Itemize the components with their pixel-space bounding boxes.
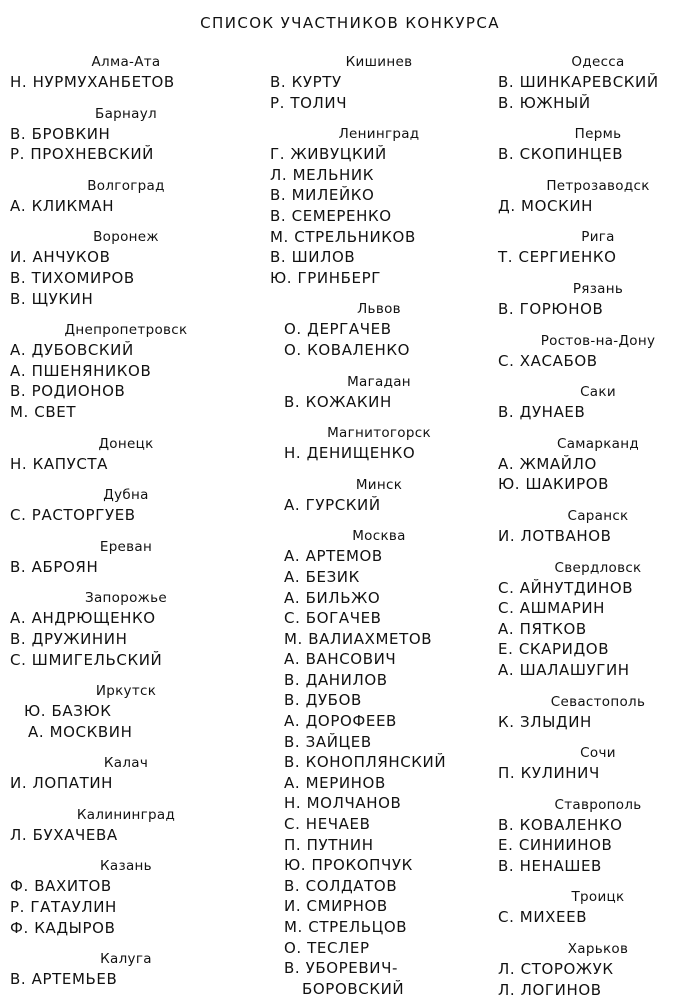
- spacer: [10, 670, 242, 681]
- spacer: [498, 113, 698, 124]
- spacer: [498, 320, 698, 331]
- city-name: Саки: [580, 384, 616, 401]
- participant-name: Н. МОЛЧАНОВ: [284, 794, 402, 813]
- participant-name: В. АБРОЯН: [10, 557, 99, 576]
- city-group: [10, 52, 242, 93]
- participant-name: А. БЕЗИК: [284, 567, 360, 586]
- spacer: [498, 784, 698, 795]
- city-name: Иркутск: [95, 683, 157, 700]
- spacer: [270, 515, 488, 526]
- city-name: Воронеж: [93, 229, 159, 246]
- participant-name: И. ЛОТВАНОВ: [498, 526, 612, 545]
- participant-name: П. КУЛИНИЧ: [498, 764, 600, 783]
- spacer: [10, 526, 242, 537]
- participant-name: С. МИХЕЕВ: [498, 908, 588, 927]
- participant-name: Е. СИНИИНОВ: [498, 836, 613, 855]
- city-name: Львов: [357, 301, 401, 318]
- city-name: Ленинград: [338, 126, 420, 143]
- city-group: [270, 526, 488, 999]
- city-group: [498, 176, 698, 217]
- participant-name: М. СВЕТ: [10, 402, 77, 421]
- city-name: Харьков: [567, 941, 629, 958]
- city-group: [270, 423, 488, 464]
- city-name: Донецк: [98, 435, 154, 452]
- city-name: Калуга: [100, 951, 152, 968]
- participant-name: В. СОЛДАТОВ: [284, 876, 398, 895]
- participant-name: Ф. ВАХИТОВ: [10, 877, 112, 896]
- participant-name: В. НЕНАШЕВ: [498, 856, 602, 875]
- city-group: [270, 52, 488, 113]
- spacer: [498, 928, 698, 939]
- city-group: [498, 434, 698, 495]
- city-name: Ростов-на-Дону: [540, 332, 656, 349]
- city-group: [270, 372, 488, 413]
- spacer: [498, 371, 698, 382]
- spacer: [498, 681, 698, 692]
- city-name: Кишинев: [345, 54, 413, 70]
- spacer: [10, 93, 242, 104]
- city-group: [498, 743, 698, 784]
- participant-name: В. КОВАЛЕНКО: [498, 815, 623, 834]
- participant-name: Р. ПРОХНЕВСКИЙ: [10, 145, 155, 164]
- participant-name: В. АРТЕМЬЕВ: [10, 970, 118, 989]
- participant-name: С. БОГАЧЕВ: [284, 609, 382, 628]
- column-2: [270, 52, 488, 999]
- city-name: Севастополь: [550, 693, 646, 710]
- city-group: [10, 320, 242, 422]
- participant-name: В. ДУНАЕВ: [498, 403, 586, 422]
- city-name: Одесса: [571, 54, 625, 70]
- spacer: [498, 495, 698, 506]
- participant-name: В. ЗАЙЦЕВ: [284, 732, 372, 751]
- spacer: [498, 268, 698, 279]
- participant-name: С. НЕЧАЕВ: [284, 815, 371, 834]
- participant-name: Ю. ГРИНБЕРГ: [270, 268, 381, 287]
- page-title: СПИСОК УЧАСТНИКОВ КОНКУРСА: [200, 14, 500, 32]
- participant-name: Н. НУРМУХАНБЕТОВ: [10, 73, 175, 91]
- city-group: [270, 124, 488, 288]
- city-name: Казань: [100, 858, 152, 875]
- city-group: [10, 588, 242, 670]
- participant-name: Р. ГАТАУЛИН: [10, 898, 117, 917]
- city-group: [498, 558, 698, 681]
- spacer: [10, 938, 242, 949]
- city-name: Рязань: [572, 280, 624, 297]
- participant-name: Ю. ШАКИРОВ: [498, 475, 610, 494]
- city-group: [10, 227, 242, 309]
- city-name: Самарканд: [556, 435, 639, 452]
- spacer: [270, 412, 488, 423]
- city-name: Алма-Ата: [91, 54, 161, 70]
- spacer: [270, 464, 488, 475]
- city-name: Запорожье: [85, 590, 167, 607]
- participant-name: А. ПЯТКОВ: [498, 619, 587, 638]
- participant-name: Р. ТОЛИЧ: [270, 93, 348, 112]
- participant-name: В. ГОРЮНОВ: [498, 299, 604, 318]
- city-group: [270, 475, 488, 516]
- participant-name: А. МОСКВИН: [28, 722, 133, 741]
- participant-name: О. ДЕРГАЧЕВ: [284, 320, 392, 339]
- spacer: [10, 309, 242, 320]
- spacer: [498, 216, 698, 227]
- participant-name: Г. ЖИВУЦКИЙ: [270, 145, 387, 164]
- city-name: Дубна: [103, 487, 149, 504]
- participant-name: В. СКОПИНЦЕВ: [498, 145, 624, 164]
- city-name: Петрозаводск: [546, 177, 650, 194]
- city-group: [498, 939, 698, 1000]
- participant-name: А. ШАЛАШУГИН: [498, 660, 630, 679]
- participant-name: П. ПУТНИН: [284, 835, 374, 854]
- participant-name: М. СТРЕЛЬЦОВ: [284, 918, 408, 936]
- city-group: [498, 331, 698, 372]
- city-group: [10, 434, 242, 475]
- city-group: [498, 227, 698, 268]
- participant-name: М. СТРЕЛЬНИКОВ: [270, 227, 416, 246]
- city-name: Калининград: [76, 806, 176, 823]
- city-name: Волгоград: [87, 177, 165, 194]
- participant-name: А. АНДРЮЩЕНКО: [10, 609, 156, 628]
- spacer: [10, 742, 242, 753]
- participant-name: В. УБОРЕВИЧ-: [284, 959, 398, 978]
- participant-name: В. ДРУЖИНИН: [10, 629, 128, 648]
- spacer: [10, 165, 242, 176]
- participant-name: С. ХАСАБОВ: [498, 351, 598, 370]
- participant-name: А. ЖМАЙЛО: [498, 454, 597, 473]
- participant-name: Л. МЕЛЬНИК: [270, 165, 374, 184]
- participant-name: М. ВАЛИАХМЕТОВ: [284, 629, 433, 648]
- city-group: [498, 795, 698, 877]
- participant-name: В. ДАНИЛОВ: [284, 670, 388, 689]
- city-name: Минск: [355, 476, 403, 493]
- spacer: [498, 876, 698, 887]
- participant-name: И. СМИРНОВ: [284, 897, 388, 916]
- city-group: [498, 887, 698, 928]
- participant-name: В. КОНОПЛЯНСКИЙ: [284, 753, 447, 772]
- city-name: Свердловск: [554, 559, 642, 576]
- city-group: [10, 753, 242, 794]
- city-group: [270, 299, 488, 360]
- city-group: [498, 692, 698, 733]
- participant-name: С. РАСТОРГУЕВ: [10, 506, 136, 525]
- city-name: Пермь: [574, 126, 622, 143]
- city-name: Ереван: [99, 538, 153, 555]
- participant-name: В. ЮЖНЫЙ: [498, 93, 591, 112]
- participant-name: БОРОВСКИЙ: [302, 979, 405, 998]
- participant-name: Ю. ПРОКОПЧУК: [284, 856, 413, 875]
- participant-name: В. ШИЛОВ: [270, 248, 356, 267]
- participant-name: С. ШМИГЕЛЬСКИЙ: [10, 650, 163, 669]
- city-group: [10, 856, 242, 938]
- column-1: [10, 52, 242, 990]
- city-group: [10, 681, 242, 742]
- city-group: [10, 176, 242, 217]
- participant-name: А. БИЛЬЖО: [284, 588, 381, 607]
- spacer: [270, 288, 488, 299]
- participant-name: Н. ДЕНИЩЕНКО: [284, 444, 416, 463]
- city-group: [498, 124, 698, 165]
- participant-name: В. РОДИОНОВ: [10, 382, 126, 401]
- city-name: Саранск: [567, 507, 629, 524]
- city-name: Сочи: [580, 745, 616, 762]
- city-name: Барнаул: [95, 105, 157, 122]
- city-name: Рига: [581, 229, 615, 246]
- city-name: Москва: [352, 528, 406, 545]
- spacer: [10, 794, 242, 805]
- city-name: Магадан: [347, 373, 411, 390]
- participant-name: К. ЗЛЫДИН: [498, 712, 592, 731]
- spacer: [498, 547, 698, 558]
- spacer: [498, 423, 698, 434]
- participant-name: В. СЕМЕРЕНКО: [270, 206, 392, 225]
- city-name: Калач: [103, 755, 149, 772]
- city-group: [498, 382, 698, 423]
- participant-name: В. ШИНКАРЕВСКИЙ: [498, 73, 659, 91]
- city-group: [10, 537, 242, 578]
- participant-name: Л. СТОРОЖУК: [498, 960, 614, 979]
- column-3: [498, 52, 698, 1000]
- participant-name: В. ЩУКИН: [10, 289, 94, 308]
- participant-name: Д. МОСКИН: [498, 196, 594, 215]
- participant-name: С. АЙНУТДИНОВ: [498, 578, 634, 597]
- spacer: [10, 423, 242, 434]
- city-name: Магнитогорск: [327, 425, 431, 442]
- participant-name: О. ТЕСЛЕР: [284, 938, 370, 957]
- spacer: [10, 216, 242, 227]
- participant-name: Е. СКАРИДОВ: [498, 640, 610, 659]
- participant-name: Л. ЛОГИНОВ: [498, 980, 602, 999]
- city-group: [10, 104, 242, 165]
- participant-name: В. КОЖАКИН: [284, 392, 392, 411]
- spacer: [270, 361, 488, 372]
- participant-name: И. АНЧУКОВ: [10, 248, 111, 267]
- participant-name: А. АРТЕМОВ: [284, 547, 383, 566]
- participant-name: С. АШМАРИН: [498, 599, 606, 618]
- participant-name: И. ЛОПАТИН: [10, 774, 114, 793]
- participant-name: Л. БУХАЧЕВА: [10, 825, 118, 844]
- participant-name: В. МИЛЕЙКО: [270, 186, 375, 205]
- city-group: [498, 506, 698, 547]
- participant-name: А. ДОРОФЕЕВ: [284, 712, 397, 731]
- spacer: [10, 845, 242, 856]
- participant-name: В. ТИХОМИРОВ: [10, 268, 135, 287]
- participant-name: Н. КАПУСТА: [10, 454, 109, 473]
- spacer: [498, 165, 698, 176]
- city-group: [10, 949, 242, 990]
- participant-name: В. БРОВКИН: [10, 124, 111, 143]
- participant-name: Т. СЕРГИЕНКО: [498, 248, 617, 267]
- participant-name: А. ПШЕНЯНИКОВ: [10, 361, 152, 380]
- city-group: [498, 279, 698, 320]
- participant-name: О. КОВАЛЕНКО: [284, 340, 411, 359]
- spacer: [10, 474, 242, 485]
- city-name: Троицк: [571, 889, 625, 906]
- participant-name: А. ВАНСОВИЧ: [284, 650, 397, 669]
- city-group: [10, 805, 242, 846]
- city-group: [498, 52, 698, 113]
- city-group: [10, 485, 242, 526]
- participant-name: А. КЛИКМАН: [10, 196, 115, 215]
- city-name: Ставрополь: [554, 796, 642, 813]
- participant-name: В. ДУБОВ: [284, 691, 362, 710]
- spacer: [498, 732, 698, 743]
- participant-name: Ю. БАЗЮК: [24, 702, 112, 721]
- participant-name: А. ГУРСКИЙ: [284, 495, 381, 514]
- participant-name: А. ДУБОВСКИЙ: [10, 341, 134, 360]
- participant-name: А. МЕРИНОВ: [284, 773, 386, 792]
- participant-name: В. КУРТУ: [270, 73, 342, 91]
- city-name: Днепропетровск: [64, 322, 188, 339]
- participant-name: Ф. КАДЫРОВ: [10, 918, 116, 937]
- spacer: [270, 113, 488, 124]
- spacer: [10, 577, 242, 588]
